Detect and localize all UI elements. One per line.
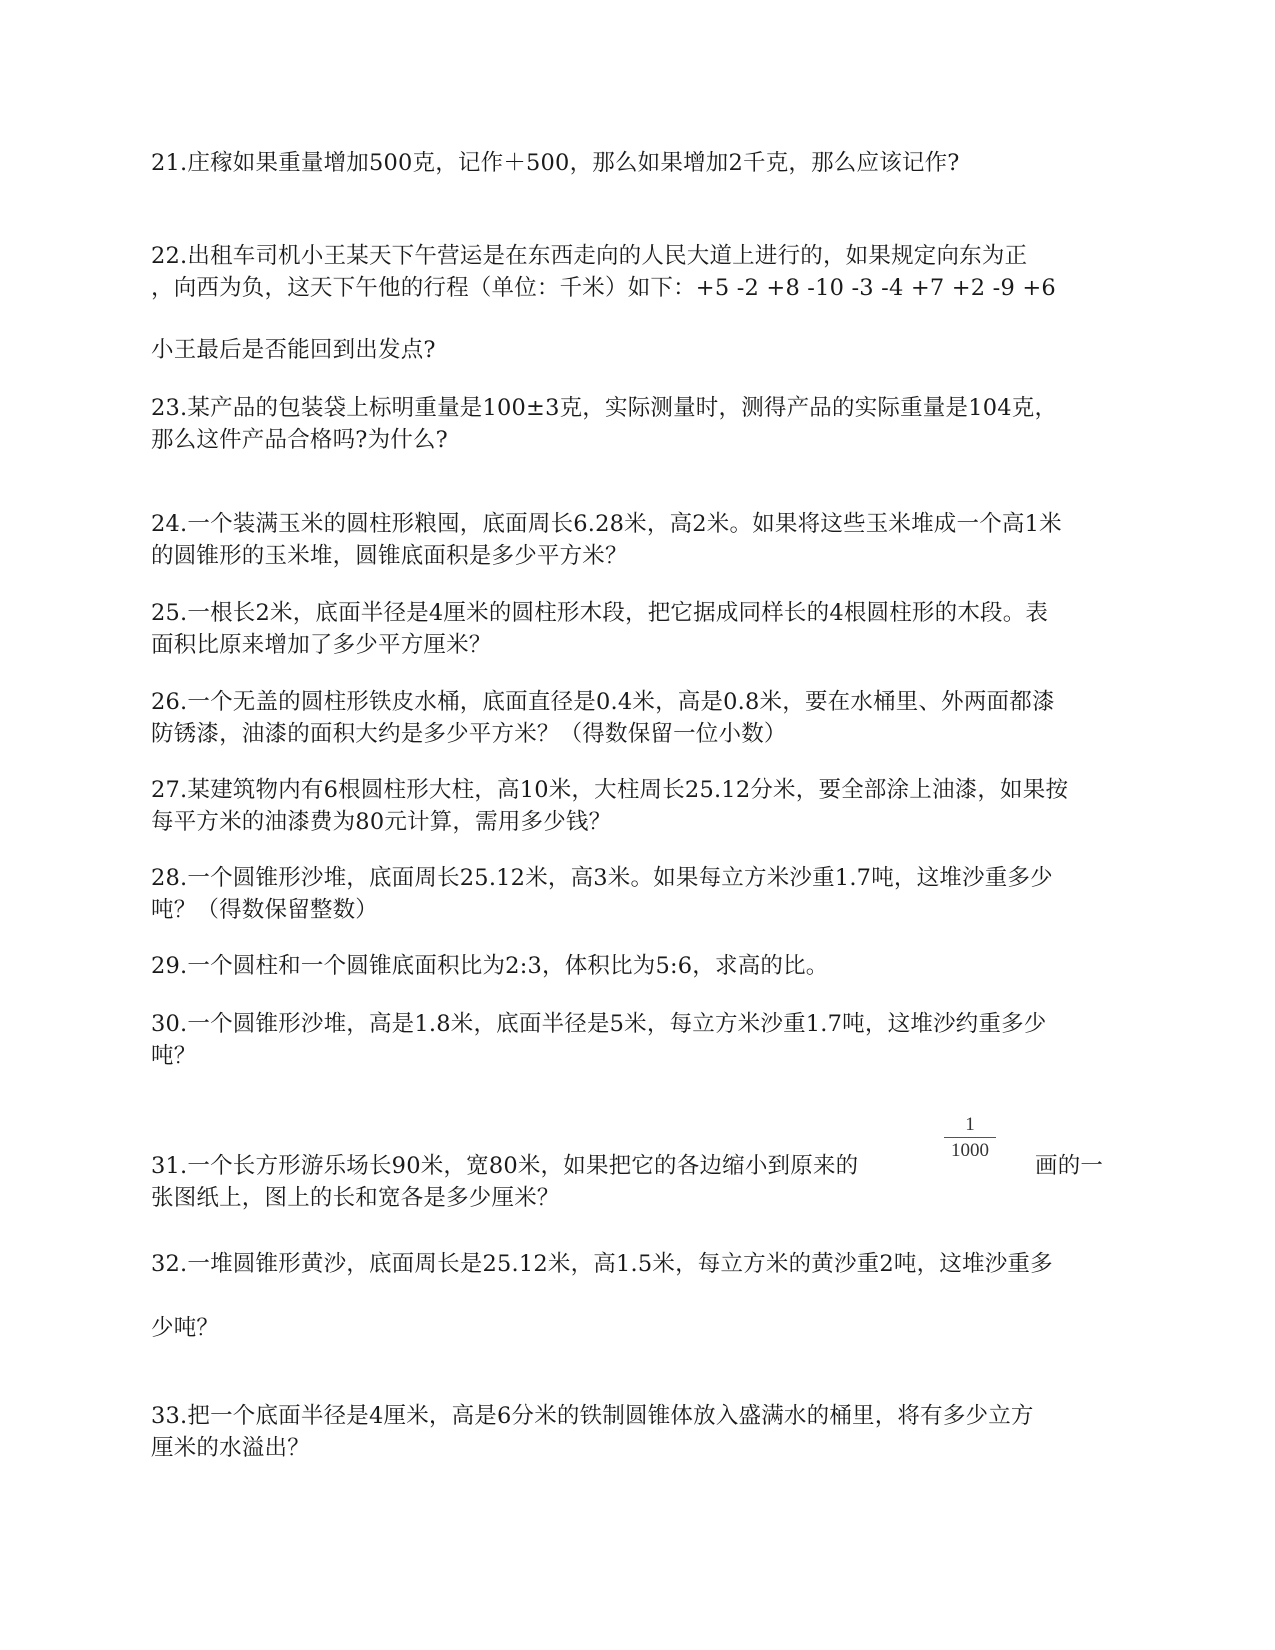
question-24-line-2: 的圆锥形的玉米堆，圆锥底面积是多少平方米？: [151, 543, 628, 569]
question-23-line-2: 那么这件产品合格吗?为什么?: [151, 427, 448, 453]
question-22-line-2: ，向西为负，这天下午他的行程（单位：千米）如下：+5 -2 +8 -10 -3 -4 +7 +2 -9 +6: [151, 275, 1056, 301]
question-25-line-2: 面积比原来增加了多少平方厘米？: [151, 632, 492, 658]
question-32-line-2: 少吨？: [151, 1315, 220, 1341]
question-27-line-1: 27.某建筑物内有6根圆柱形大柱，高10米，大柱周长25.12分米，要全部涂上油漆，如果按: [151, 777, 1069, 803]
question-31-line-1-tail: 画的一: [1035, 1153, 1104, 1179]
question-33-line-2: 厘米的水溢出？: [151, 1435, 310, 1461]
question-21-line-1: 21.庄稼如果重量增加500克，记作＋500，那么如果增加2千克，那么应该记作?: [151, 150, 960, 176]
question-25-line-1: 25.一根长2米，底面半径是4厘米的圆柱形木段，把它据成同样长的4根圆柱形的木段。表: [151, 600, 1049, 626]
fraction-bar: [944, 1137, 996, 1138]
question-32-line-1: 32.一堆圆锥形黄沙，底面周长是25.12米，高1.5米，每立方米的黄沙重2吨，这堆沙重多: [151, 1251, 1053, 1277]
fraction-one-thousandth: [944, 1114, 996, 1162]
question-28-line-2: 吨？（得数保留整数）: [151, 897, 379, 923]
question-26-line-1: 26.一个无盖的圆柱形铁皮水桶，底面直径是0.4米，高是0.8米，要在水桶里、外两面都漆: [151, 689, 1055, 715]
fraction-numerator: 1: [965, 1114, 975, 1135]
question-31-line-2: 张图纸上，图上的长和宽各是多少厘米？: [151, 1185, 560, 1211]
question-30-line-1: 30.一个圆锥形沙堆，高是1.8米，底面半径是5米，每立方米沙重1.7吨，这堆沙约重多少: [151, 1011, 1047, 1037]
question-26-line-2: 防锈漆，油漆的面积大约是多少平方米？（得数保留一位小数）: [151, 721, 787, 747]
question-22-line-3: 小王最后是否能回到出发点?: [151, 337, 436, 363]
question-27-line-2: 每平方米的油漆费为80元计算，需用多少钱？: [151, 809, 612, 835]
question-29-line-1: 29.一个圆柱和一个圆锥底面积比为2:3，体积比为5:6，求高的比。: [151, 953, 829, 979]
question-33-line-1: 33.把一个底面半径是4厘米，高是6分米的铁制圆锥体放入盛满水的桶里，将有多少立方: [151, 1403, 1034, 1429]
question-24-line-1: 24.一个装满玉米的圆柱形粮囤，底面周长6.28米，高2米。如果将这些玉米堆成一个高1米: [151, 511, 1062, 537]
question-30-line-2: 吨？: [151, 1043, 197, 1069]
question-23-line-1: 23.某产品的包装袋上标明重量是100±3克，实际测量时，测得产品的实际重量是104克，: [151, 395, 1058, 421]
question-31-line-1: 31.一个长方形游乐场长90米，宽80米，如果把它的各边缩小到原来的: [151, 1153, 859, 1179]
question-28-line-1: 28.一个圆锥形沙堆，底面周长25.12米，高3米。如果每立方米沙重1.7吨，这堆沙重多少: [151, 865, 1053, 891]
fraction-denominator: 1000: [951, 1140, 989, 1161]
question-22-line-1: 22.出租车司机小王某天下午营运是在东西走向的人民大道上进行的，如果规定向东为正: [151, 243, 1028, 269]
